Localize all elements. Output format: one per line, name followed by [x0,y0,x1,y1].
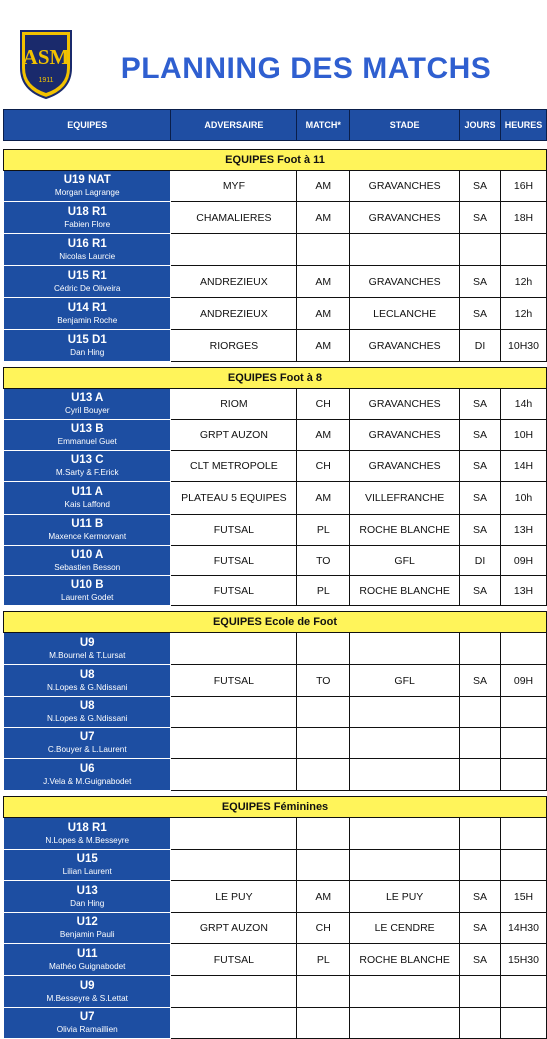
jour-cell [460,234,501,266]
team-coach: J.Vela & M.Guignabodet [43,776,132,786]
table-row [4,515,547,546]
match-cell: PL [297,515,350,546]
team-name: U6 [79,762,95,775]
team-name: U8 [79,668,95,681]
team-coach: Lilian Laurent [62,867,112,876]
section-header [4,612,547,633]
match-cell [297,1008,350,1039]
column-header-heures: HEURES [501,110,547,141]
team-name: U15 [76,853,98,865]
team-cell [4,944,171,976]
team-coach: Nicolas Laurcie [59,251,116,261]
heure-cell [501,728,547,759]
stade-cell: LECLANCHE [350,298,460,330]
heure-cell [501,818,547,850]
match-cell: AM [297,298,350,330]
adversaire-cell: FUTSAL [171,665,297,697]
stade-cell [350,697,460,728]
column-header-match: MATCH* [297,110,350,141]
table-row [4,728,547,759]
table-row [4,330,547,362]
heure-cell: 14H30 [501,913,547,944]
team-name: U11 B [71,518,104,530]
table-row [4,697,547,728]
heure-cell: 16H [501,171,547,202]
heure-cell: 14h [501,389,547,420]
section-title: EQUIPES Foot à 11 [4,150,547,171]
column-header-jours: JOURS [460,110,501,141]
adversaire-cell [171,818,297,850]
stade-cell [350,850,460,881]
heure-cell [501,697,547,728]
match-cell: AM [297,171,350,202]
adversaire-cell: ANDREZIEUX [171,266,297,298]
section-title: EQUIPES Foot à 8 [4,368,547,389]
section-title: EQUIPES Féminines [4,797,547,818]
adversaire-cell: RIORGES [171,330,297,362]
stade-cell: GRAVANCHES [350,171,460,202]
team-cell [4,515,171,546]
team-cell [4,546,171,576]
jour-cell: SA [460,389,501,420]
team-name: U8 [79,700,95,712]
match-cell [297,728,350,759]
team-name: U15 D1 [67,333,107,346]
team-coach: Olivia Ramaillien [56,1025,118,1034]
adversaire-cell: RIOM [171,389,297,420]
heure-cell [501,1008,547,1039]
stade-cell: VILLEFRANCHE [350,482,460,515]
table-row [4,665,547,697]
adversaire-cell [171,633,297,665]
team-cell [4,759,171,791]
table-row [4,818,547,850]
jour-cell: SA [460,482,501,515]
team-cell [4,482,171,515]
page-title: PLANNING DES MATCHS [120,52,492,85]
team-cell [4,330,171,362]
team-coach: Sebastien Besson [54,562,121,572]
team-coach: N.Lopes & M.Besseyre [45,835,130,845]
table-row [4,202,547,234]
team-name: U15 R1 [67,269,107,282]
team-cell [4,171,171,202]
team-name: U18 R1 [67,205,107,218]
table-row [4,913,547,944]
match-cell [297,759,350,791]
heure-cell: 18H [501,202,547,234]
column-header-stade: STADE [350,110,460,141]
stade-cell: GRAVANCHES [350,389,460,420]
table-row [4,420,547,451]
stade-cell: LE CENDRE [350,913,460,944]
team-name: U14 R1 [67,301,107,314]
table-row [4,389,547,420]
adversaire-cell: ANDREZIEUX [171,298,297,330]
adversaire-cell [171,1008,297,1039]
adversaire-cell: FUTSAL [171,515,297,546]
stade-cell [350,234,460,266]
adversaire-cell [171,728,297,759]
adversaire-cell [171,759,297,791]
heure-cell: 15H30 [501,944,547,976]
jour-cell: SA [460,202,501,234]
team-cell [4,633,171,665]
section-header [4,797,547,818]
table-row [4,1008,547,1039]
heure-cell [501,976,547,1008]
table-row [4,451,547,482]
match-cell [297,697,350,728]
table-row [4,266,547,298]
adversaire-cell [171,850,297,881]
table-row [4,881,547,913]
team-name: U13 [76,884,98,897]
adversaire-cell: GRPT AUZON [171,420,297,451]
stade-cell: GRAVANCHES [350,202,460,234]
heure-cell: 09H [501,546,547,576]
stade-cell: GRAVANCHES [350,451,460,482]
stade-cell: GRAVANCHES [350,420,460,451]
match-cell: PL [297,944,350,976]
team-cell [4,234,171,266]
jour-cell: SA [460,913,501,944]
adversaire-cell: FUTSAL [171,576,297,606]
team-coach: Morgan Lagrange [54,188,120,197]
jour-cell: SA [460,881,501,913]
match-cell [297,976,350,1008]
adversaire-cell [171,697,297,728]
stade-cell: GRAVANCHES [350,330,460,362]
team-cell [4,850,171,881]
team-cell [4,976,171,1008]
match-cell: TO [297,665,350,697]
team-cell [4,420,171,451]
table-row [4,576,547,606]
team-name: U9 [79,636,95,649]
jour-cell: SA [460,576,501,606]
heure-cell: 10H30 [501,330,547,362]
jour-cell: SA [460,298,501,330]
section-gap-cell [4,141,547,150]
team-coach: Benjamin Pauli [59,930,115,939]
section-gap [4,141,547,150]
team-coach: M.Sarty & F.Erick [55,468,119,477]
stade-cell: ROCHE BLANCHE [350,515,460,546]
team-name: U7 [79,731,95,743]
team-coach: Cyril Bouyer [64,406,110,415]
team-coach: Laurent Godet [61,592,114,602]
stade-cell [350,728,460,759]
team-cell [4,913,171,944]
team-name: U9 [79,979,95,992]
table-row [4,976,547,1008]
team-name: U11 A [71,486,103,498]
team-name: U13 B [70,423,104,435]
svg-text:ASM: ASM [22,45,70,69]
team-cell [4,665,171,697]
team-cell [4,202,171,234]
table-row [4,633,547,665]
heure-cell: 14H [501,451,547,482]
match-cell [297,633,350,665]
jour-cell: SA [460,266,501,298]
team-coach: Fabien Flore [64,219,111,229]
team-coach: Dan Hing [70,898,105,908]
team-coach: Kais Laffond [64,500,110,509]
heure-cell: 12h [501,298,547,330]
section-header [4,150,547,171]
team-cell [4,451,171,482]
team-cell [4,1008,171,1039]
team-cell [4,881,171,913]
team-coach: N.Lopes & G.Ndissani [46,682,128,692]
team-coach: C.Bouyer & L.Laurent [47,745,127,754]
table-row [4,944,547,976]
team-name: U19 NAT [63,174,111,186]
stade-cell [350,633,460,665]
match-cell: CH [297,389,350,420]
match-cell: CH [297,913,350,944]
team-cell [4,576,171,606]
team-name: U13 C [70,454,104,466]
adversaire-cell: LE PUY [171,881,297,913]
team-cell [4,728,171,759]
table-row [4,850,547,881]
stade-cell [350,1008,460,1039]
table-row [4,759,547,791]
jour-cell [460,976,501,1008]
match-cell: AM [297,202,350,234]
column-header-row [4,110,547,141]
team-cell [4,266,171,298]
team-coach: Maxence Kermorvant [48,532,127,541]
heure-cell: 13H [501,515,547,546]
adversaire-cell: FUTSAL [171,546,297,576]
heure-cell: 13H [501,576,547,606]
jour-cell: SA [460,515,501,546]
match-cell: TO [297,546,350,576]
team-coach: M.Bournel & T.Lursat [49,650,126,660]
jour-cell [460,1008,501,1039]
section-title: EQUIPES Ecole de Foot [4,612,547,633]
team-cell [4,389,171,420]
jour-cell: SA [460,171,501,202]
match-cell: AM [297,420,350,451]
jour-cell [460,697,501,728]
adversaire-cell [171,976,297,1008]
match-cell: CH [297,451,350,482]
stade-cell: LE PUY [350,881,460,913]
jour-cell: SA [460,944,501,976]
heure-cell [501,850,547,881]
match-cell: AM [297,482,350,515]
team-name: U10 A [71,548,104,561]
team-name: U12 [76,916,98,928]
table-row [4,171,547,202]
stade-cell: ROCHE BLANCHE [350,944,460,976]
jour-cell: SA [460,665,501,697]
team-name: U16 R1 [67,237,107,250]
heure-cell [501,759,547,791]
adversaire-cell: CHAMALIERES [171,202,297,234]
jour-cell: SA [460,420,501,451]
table-row [4,298,547,330]
team-coach: M.Besseyre & S.Lettat [46,993,128,1003]
table-row [4,546,547,576]
heure-cell: 12h [501,266,547,298]
match-cell: AM [297,266,350,298]
jour-cell [460,759,501,791]
planning-table [3,109,547,1039]
match-cell: PL [297,576,350,606]
column-header-adversaire: ADVERSAIRE [171,110,297,141]
column-header-equipes: EQUIPES [4,110,171,141]
heure-cell: 15H [501,881,547,913]
jour-cell [460,850,501,881]
team-cell [4,298,171,330]
jour-cell [460,633,501,665]
heure-cell: 10h [501,482,547,515]
adversaire-cell: GRPT AUZON [171,913,297,944]
team-coach: Emmanuel Guet [57,437,117,446]
stade-cell [350,818,460,850]
team-cell [4,697,171,728]
match-cell [297,234,350,266]
team-name: U11 [77,947,98,960]
match-cell: AM [297,881,350,913]
section-header [4,368,547,389]
adversaire-cell: PLATEAU 5 EQUIPES [171,482,297,515]
team-name: U13 A [71,392,104,404]
team-coach: Dan Hing [70,347,105,357]
adversaire-cell: CLT METROPOLE [171,451,297,482]
team-coach: Benjamin Roche [57,315,118,325]
team-coach: N.Lopes & G.Ndissani [46,714,128,723]
jour-cell: SA [460,451,501,482]
team-name: U7 [79,1011,95,1023]
team-name: U18 R1 [67,821,107,834]
jour-cell: DI [460,330,501,362]
match-cell: AM [297,330,350,362]
jour-cell [460,818,501,850]
heure-cell: 09H [501,665,547,697]
jour-cell [460,728,501,759]
match-cell [297,818,350,850]
adversaire-cell: MYF [171,171,297,202]
team-coach: Cédric De Oliveira [54,283,121,293]
stade-cell [350,759,460,791]
adversaire-cell [171,234,297,266]
heure-cell [501,234,547,266]
table-row [4,482,547,515]
team-name: U10 B [70,578,104,591]
jour-cell: DI [460,546,501,576]
match-cell [297,850,350,881]
stade-cell: GRAVANCHES [350,266,460,298]
stade-cell: ROCHE BLANCHE [350,576,460,606]
team-coach: Mathéo Guignabodet [48,961,126,971]
heure-cell [501,633,547,665]
stade-cell: GFL [350,665,460,697]
team-cell [4,818,171,850]
stade-cell [350,976,460,1008]
adversaire-cell: FUTSAL [171,944,297,976]
heure-cell: 10H [501,420,547,451]
svg-text:1911: 1911 [38,77,54,84]
stade-cell: GFL [350,546,460,576]
table-row [4,234,547,266]
